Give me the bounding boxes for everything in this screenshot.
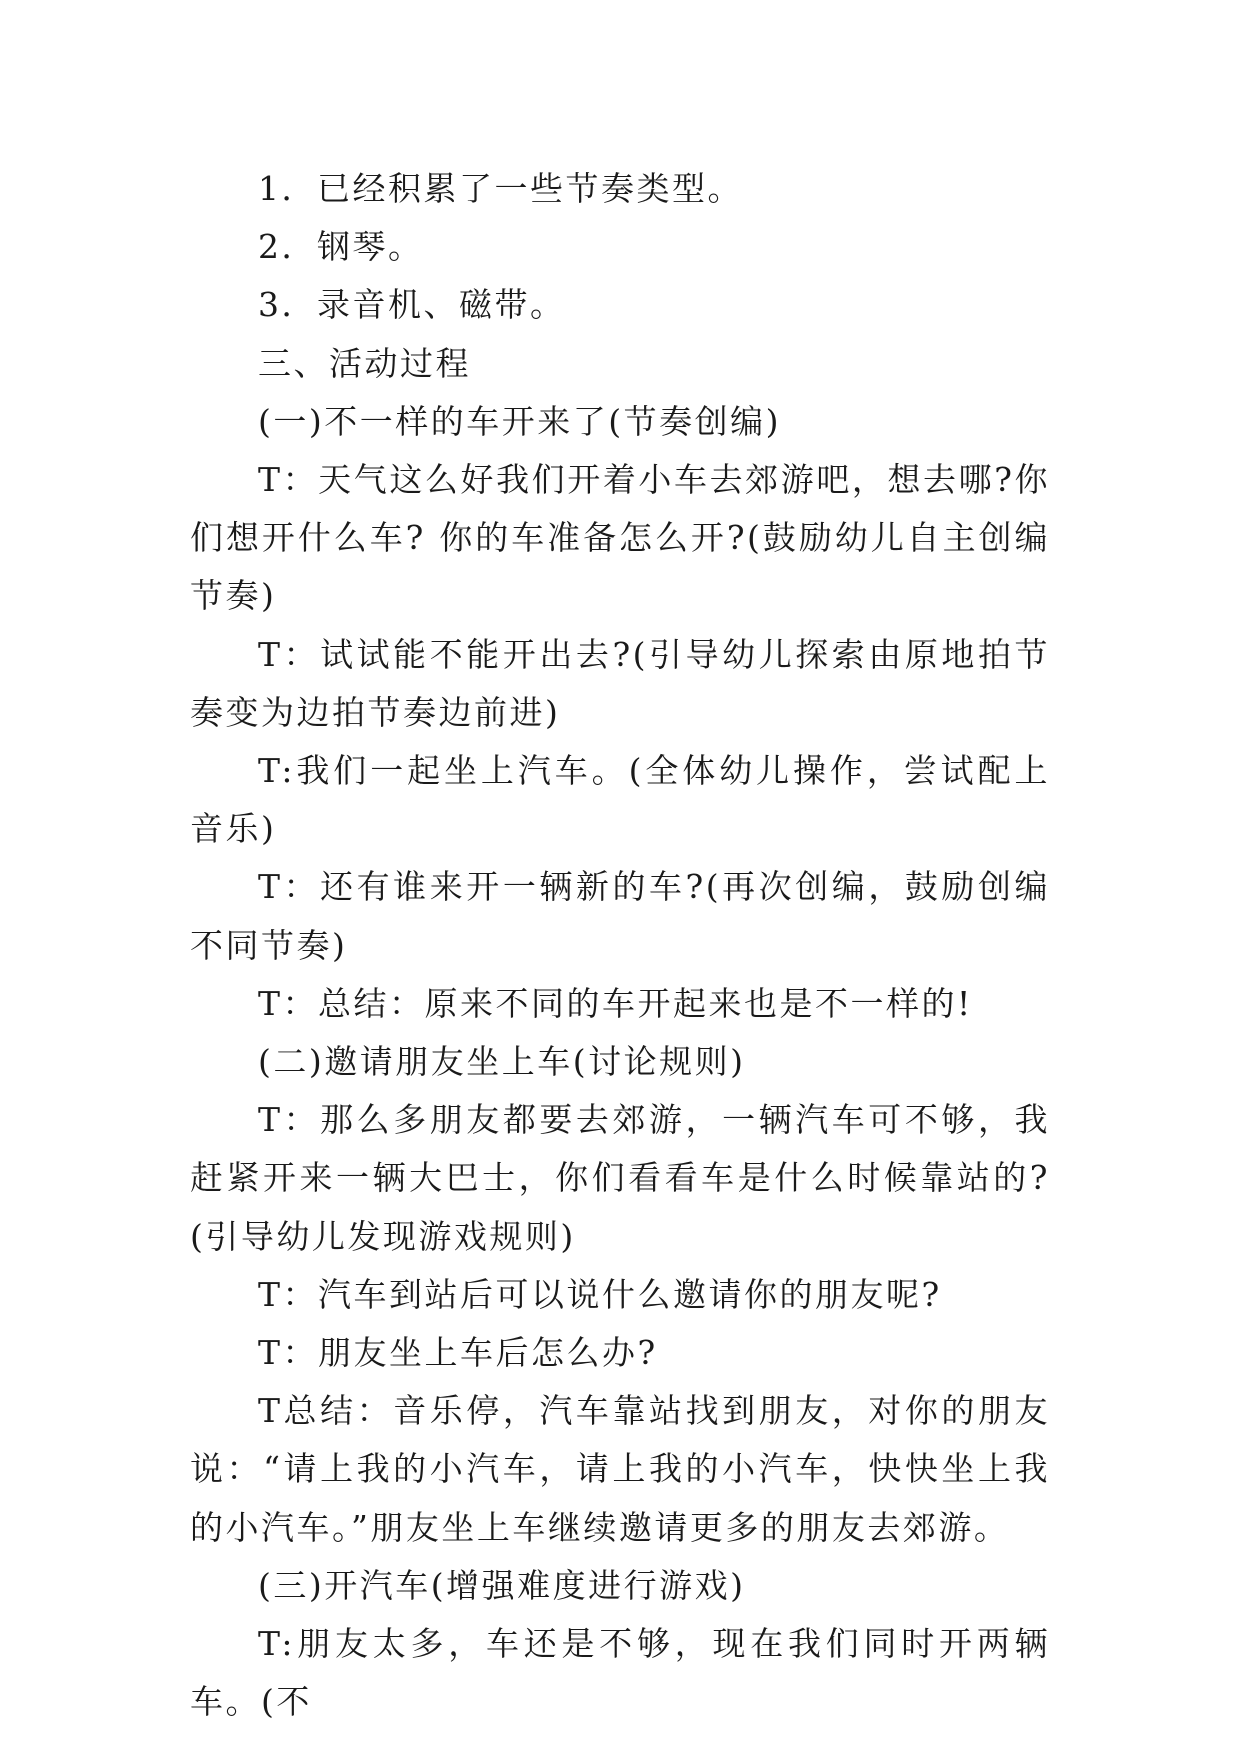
paragraph-recorder: 3．录音机、磁带。 — [258, 285, 566, 325]
paragraph: T:朋友太多，车还是不够，现在我们同时开两辆车。(不 — [190, 1624, 1050, 1722]
subheading-part-1: (一)不一样的车开来了(节奏创编) — [258, 401, 781, 441]
subheading-part-2: (二)邀请朋友坐上车(讨论规则) — [258, 1042, 746, 1082]
paragraph: T：朋友坐上车后怎么办? — [258, 1333, 658, 1373]
paragraph: T：试试能不能开出去?(引导幼儿探索由原地拍节奏变为边拍节奏边前进) — [190, 634, 1050, 732]
paragraph: T：天气这么好我们开着小车去郊游吧，想去哪?你们想开什么车? 你的车准备怎么开?(鼓励幼儿自主创编节奏) — [190, 460, 1050, 616]
paragraph: T：汽车到站后可以说什么邀请你的朋友呢? — [258, 1274, 942, 1314]
paragraph: T总结：音乐停，汽车靠站找到朋友，对你的朋友说：“请上我的小汽车，请上我的小汽车，快快坐上我的小汽车。”朋友坐上车继续邀请更多的朋友去郊游。 — [190, 1391, 1050, 1547]
paragraph: T：那么多朋友都要去郊游，一辆汽车可不够，我赶紧开来一辆大巴士，你们看看车是什么时候靠站的?(引导幼儿发现游戏规则) — [190, 1100, 1050, 1256]
subheading-part-3: (三)开汽车(增强难度进行游戏) — [258, 1565, 746, 1605]
paragraph-prior-knowledge: 1．已经积累了一些节奏类型。 — [258, 169, 743, 208]
paragraph: T：总结：原来不同的车开起来也是不一样的! — [258, 983, 973, 1023]
document-body — [190, 160, 1050, 1731]
paragraph-piano: 2．钢琴。 — [258, 227, 424, 267]
paragraph: T：还有谁来开一辆新的车?(再次创编，鼓励创编不同节奏) — [190, 867, 1050, 965]
section-heading-activity-process: 三、活动过程 — [258, 343, 471, 383]
paragraph: T:我们一起坐上汽车。(全体幼儿操作，尝试配上音乐) — [190, 751, 1050, 849]
